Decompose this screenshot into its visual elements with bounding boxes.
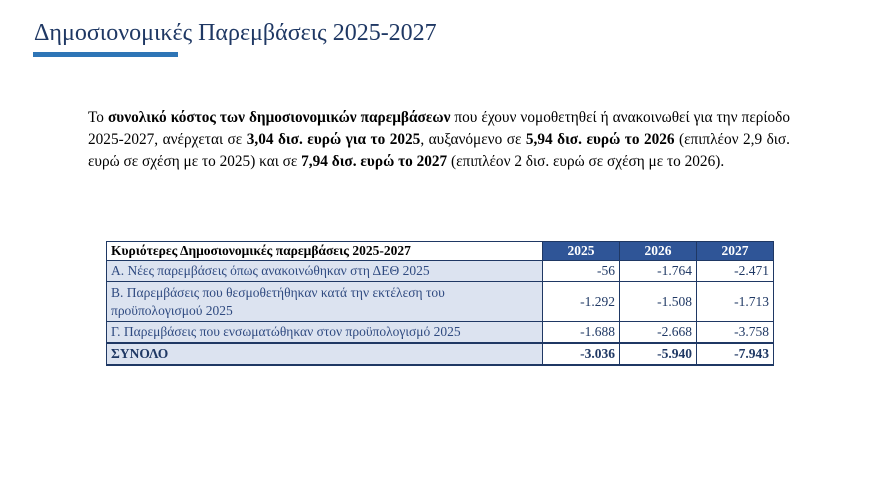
cell-value: -56: [543, 261, 620, 282]
year-header: 2025: [543, 242, 620, 261]
total-row: [107, 343, 774, 365]
table-header-row: [107, 242, 774, 261]
year-header: 2027: [697, 242, 774, 261]
bold-text: 5,94 δισ. ευρώ το 2026: [525, 131, 675, 148]
page-title: Δημοσιονομικές Παρεμβάσεις 2025-2027: [34, 20, 437, 46]
cell-value: -1.292: [543, 282, 620, 322]
text: (επιπλέον 2,9 δισ. ευρώ σε σχέση με το 2025) και σε: [88, 131, 790, 170]
row-label: Γ. Παρεμβάσεις που ενσωματώθηκαν στον προϋπολογισμό 2025: [107, 322, 543, 344]
table-row: [107, 282, 774, 322]
title-underline: [33, 52, 178, 57]
total-label: ΣΥΝΟΛΟ: [107, 343, 543, 365]
bold-text: 7,94 δισ. ευρώ το 2027: [301, 153, 448, 170]
cell-value: -2.471: [697, 261, 774, 282]
row-label: Β. Παρεμβάσεις που θεσμοθετήθηκαν κατά την εκτέλεση του προϋπολογισμού 2025: [107, 282, 543, 322]
cell-value: -1.713: [697, 282, 774, 322]
table-header-label: Κυριότερες Δημοσιονομικές παρεμβάσεις 2025-2027: [107, 242, 543, 261]
total-value: -7.943: [697, 343, 774, 365]
year-header: 2026: [620, 242, 697, 261]
text: που έχουν νομοθετηθεί ή ανακοινωθεί για την περίοδο 2025-2027, ανέρχεται σε: [88, 109, 791, 148]
total-value: -3.036: [543, 343, 620, 365]
table-row: [107, 261, 774, 282]
bold-text: 3,04 δισ. ευρώ για το 2025: [246, 131, 421, 148]
table-row: [107, 322, 774, 344]
text: (επιπλέον 2 δισ. ευρώ σε σχέση με το 2026).: [447, 153, 725, 170]
cell-value: -2.668: [620, 322, 697, 344]
cell-value: -1.688: [543, 322, 620, 344]
total-value: -5.940: [620, 343, 697, 365]
text: , αυξανόμενο σε: [420, 131, 526, 148]
interventions-table: [106, 241, 774, 366]
text: Το: [88, 109, 108, 126]
summary-paragraph: [88, 107, 790, 173]
cell-value: -1.508: [620, 282, 697, 322]
cell-value: -3.758: [697, 322, 774, 344]
row-label: Α. Νέες παρεμβάσεις όπως ανακοινώθηκαν στη ΔΕΘ 2025: [107, 261, 543, 282]
bold-text: συνολικό κόστος των δημοσιονομικών παρεμβάσεων: [107, 109, 451, 126]
cell-value: -1.764: [620, 261, 697, 282]
